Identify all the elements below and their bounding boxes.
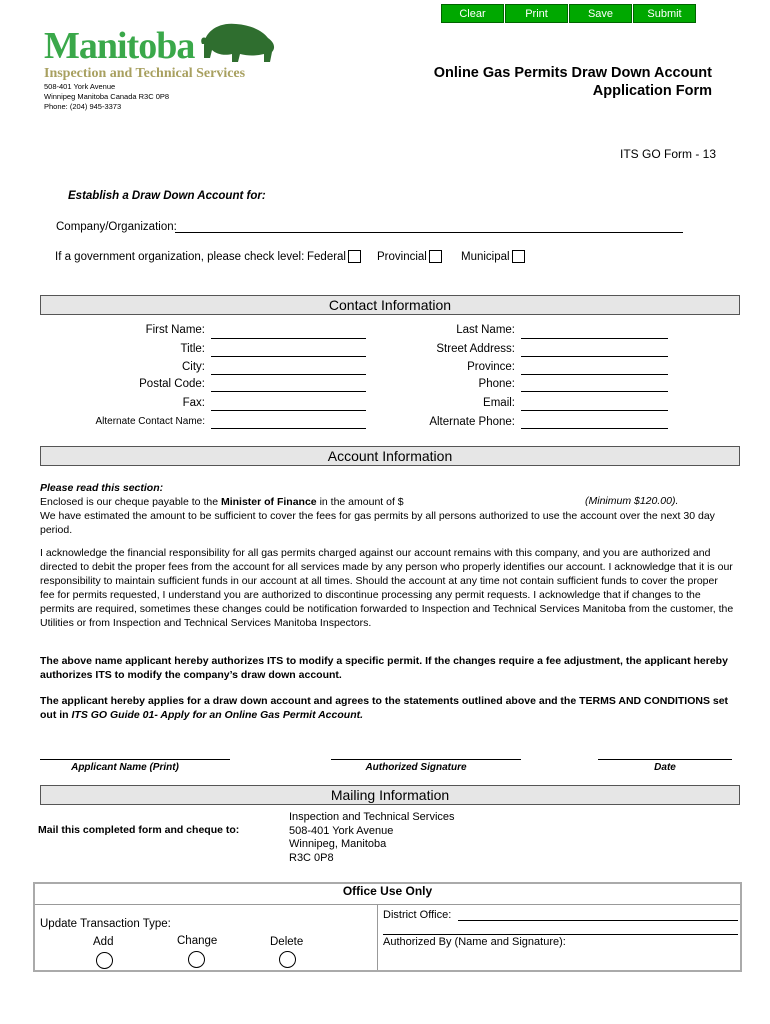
- add-radio[interactable]: [96, 952, 113, 969]
- authorized-by-label: Authorized By (Name and Signature):: [383, 936, 566, 948]
- provincial-label: Provincial: [377, 251, 427, 263]
- postal-code-input[interactable]: [211, 391, 366, 392]
- province-label: Province:: [467, 361, 515, 373]
- delete-radio[interactable]: [279, 951, 296, 968]
- city-label: City:: [182, 361, 205, 373]
- office-divider: [35, 904, 740, 905]
- signature-input[interactable]: [331, 759, 521, 760]
- provincial-checkbox[interactable]: [429, 250, 442, 263]
- district-office-input[interactable]: [458, 920, 738, 921]
- municipal-label: Municipal: [461, 251, 510, 263]
- alt-contact-label: Alternate Contact Name:: [95, 416, 205, 427]
- title-input[interactable]: [211, 356, 366, 357]
- address-line: 508-401 York Avenue: [44, 82, 116, 91]
- office-use-title: Office Use Only: [342, 884, 433, 898]
- postal-code-label: Postal Code:: [139, 378, 205, 390]
- alt-phone-input[interactable]: [521, 428, 668, 429]
- establish-heading: Establish a Draw Down Account for:: [68, 190, 266, 202]
- signature-caption: Authorized Signature: [365, 762, 467, 773]
- fax-label: Fax:: [182, 397, 205, 409]
- read-section-heading: Please read this section:: [40, 482, 164, 494]
- mailing-line: 508-401 York Avenue: [289, 824, 394, 837]
- company-input[interactable]: [175, 232, 683, 233]
- change-option-label: Change: [177, 935, 218, 947]
- form-toolbar: [441, 4, 697, 23]
- gov-level-question: If a government organization, please check level:: [55, 251, 305, 263]
- authorized-by-input[interactable]: [383, 934, 738, 935]
- title-line-2: Application Form: [592, 83, 712, 99]
- bison-icon: [198, 16, 278, 64]
- account-section-header: Account Information: [40, 446, 740, 466]
- street-address-label: Street Address:: [436, 343, 515, 355]
- alt-phone-label: Alternate Phone:: [429, 416, 515, 428]
- minimum-amount: (Minimum $120.00).: [585, 495, 679, 507]
- mailing-line: R3C 0P8: [289, 851, 334, 864]
- form-title: [434, 64, 712, 100]
- applicant-name-caption: Applicant Name (Print): [71, 762, 179, 773]
- cheque-prefix: Enclosed is our cheque payable to the: [40, 496, 221, 508]
- mail-instruction: Mail this completed form and cheque to:: [38, 824, 240, 836]
- address-line: Winnipeg Manitoba Canada R3C 0P8: [44, 92, 170, 101]
- first-name-input[interactable]: [211, 338, 366, 339]
- mailing-line: Winnipeg, Manitoba: [289, 838, 387, 850]
- office-vertical-divider: [377, 904, 378, 970]
- cheque-mid: in the amount of $: [316, 496, 404, 508]
- change-radio[interactable]: [188, 951, 205, 968]
- federal-checkbox[interactable]: [348, 250, 361, 263]
- contact-section-header: Contact Information: [40, 295, 740, 315]
- submit-button[interactable]: Submit: [633, 4, 696, 23]
- delete-option-label: Delete: [270, 936, 304, 948]
- province-input[interactable]: [521, 374, 668, 375]
- agency-address: [44, 82, 169, 112]
- municipal-checkbox[interactable]: [512, 250, 525, 263]
- estimate-paragraph: We have estimated the amount to be sufficient to cover the fees for gas permits by all persons authorized to use the account over the next 30 day period.: [40, 510, 715, 536]
- guide-reference: ITS GO Guide 01- Apply for an Online Gas Permit Account.: [71, 709, 364, 721]
- print-button[interactable]: Print: [505, 4, 568, 23]
- street-address-input[interactable]: [521, 356, 668, 357]
- manitoba-logo-text: Manitoba: [44, 25, 195, 67]
- applicant-name-input[interactable]: [40, 759, 230, 760]
- fax-input[interactable]: [211, 410, 366, 411]
- company-label: Company/Organization:: [56, 221, 177, 233]
- federal-label: Federal: [307, 251, 346, 263]
- last-name-input[interactable]: [521, 338, 668, 339]
- form-number: ITS GO Form - 13: [619, 147, 716, 161]
- save-button[interactable]: Save: [569, 4, 632, 23]
- last-name-label: Last Name:: [456, 324, 515, 336]
- email-label: Email:: [483, 397, 515, 409]
- clear-button[interactable]: Clear: [441, 4, 504, 23]
- applies-paragraph: [40, 694, 735, 722]
- update-type-label: Update Transaction Type:: [40, 918, 171, 930]
- phone-line: Phone: (204) 945-3373: [44, 102, 122, 111]
- title-line-1: Online Gas Permits Draw Down Account: [433, 65, 712, 81]
- logo-subtitle: Inspection and Technical Services: [44, 66, 246, 81]
- alt-contact-input[interactable]: [211, 428, 366, 429]
- mailing-line: Inspection and Technical Services: [289, 811, 455, 823]
- cheque-payee: Minister of Finance: [220, 496, 317, 508]
- city-input[interactable]: [211, 374, 366, 375]
- date-input[interactable]: [598, 759, 732, 760]
- add-option-label: Add: [93, 936, 114, 948]
- date-caption: Date: [654, 762, 676, 773]
- email-input[interactable]: [521, 410, 668, 411]
- phone-input[interactable]: [521, 391, 668, 392]
- first-name-label: First Name:: [145, 324, 205, 336]
- title-label: Title:: [180, 343, 205, 355]
- applies-prefix: The applicant hereby applies for a draw down account and agrees to the statements outlined above and the TERMS AND CONDITIONS set out in: [40, 695, 729, 721]
- phone-label: Phone:: [478, 378, 515, 390]
- district-office-label: District Office:: [383, 909, 452, 921]
- authorize-paragraph: The above name applicant hereby authorizes ITS to modify a specific permit. If the changes require a fee adjustment, the applicant hereby authorizes ITS to modify the company’s draw down account.: [40, 655, 728, 681]
- acknowledge-paragraph: I acknowledge the financial responsibility for all gas permits charged against our account remains with this company, and you are authorized and directed to debit the proper fees from the account for all services made by any person who properly identifies our account. I acknowledge that it is our responsibility to maintain sufficient funds in our account at all times. Should the account at any time not contain sufficient funds to cover the proper fee for permits requested, I understand you are authorized to discontinue processing any permit requests. I acknowledge that if changes to the permits are required, sometimes these changes could be notification forwarded to Inspection and Technical Services Manitoba from the customer, the Utilities or from Inspection and Technical Services Manitoba Inspectors.: [40, 547, 734, 629]
- mailing-section-header: Mailing Information: [40, 785, 740, 805]
- mailing-address: [289, 811, 455, 865]
